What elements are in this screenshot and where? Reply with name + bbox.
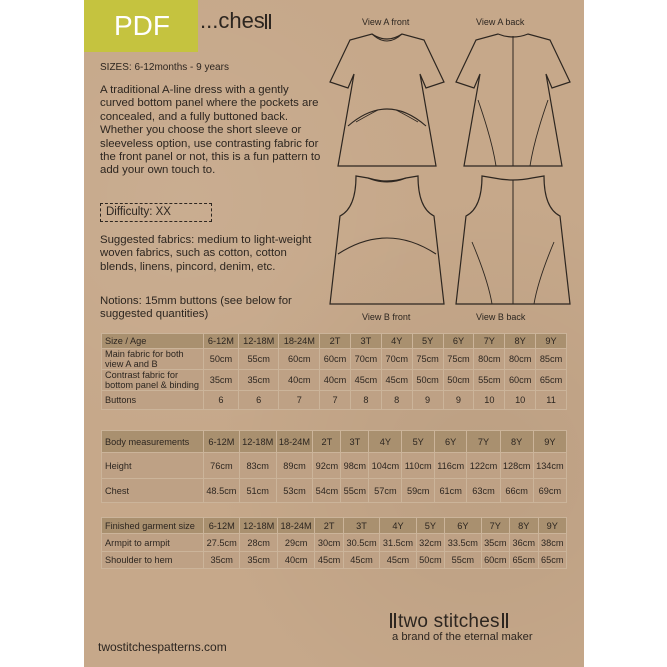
sizes-text: SIZES: 6-12months - 9 years <box>100 62 229 73</box>
website-link[interactable]: twostitchespatterns.com <box>98 640 227 654</box>
table-cell: 3T <box>343 518 379 534</box>
table-cell: 116cm <box>434 453 466 479</box>
table-cell: 83cm <box>239 453 276 479</box>
table-cell: 60cm <box>505 370 536 391</box>
table-cell: 35cm <box>204 370 239 391</box>
table-cell: 40cm <box>277 552 314 569</box>
table-cell: 6-12M <box>204 334 239 349</box>
table-cell: 63cm <box>467 479 500 503</box>
difficulty-box: Difficulty: XX <box>100 203 212 222</box>
row-label-cell: Buttons <box>102 391 204 410</box>
table-cell: 6 <box>238 391 279 410</box>
table-row <box>102 349 567 370</box>
brand-bar-icon <box>390 613 392 628</box>
table-cell: 50cm <box>412 370 443 391</box>
table-cell: 122cm <box>467 453 500 479</box>
table-cell: 18-24M <box>276 431 313 453</box>
table-cell: 55cm <box>474 370 505 391</box>
table-header-row <box>102 431 567 453</box>
table-cell: 55cm <box>445 552 481 569</box>
table-row <box>102 479 567 503</box>
row-label-cell: Finished garment size <box>102 518 204 534</box>
brand-name: two stitches <box>398 611 500 632</box>
table-row <box>102 370 567 391</box>
table-cell: 54cm <box>313 479 341 503</box>
table-cell: 70cm <box>350 349 381 370</box>
table-cell: 5Y <box>412 334 443 349</box>
table-cell: 4Y <box>381 334 412 349</box>
table-cell: 30.5cm <box>343 534 379 552</box>
table-cell: 32cm <box>416 534 444 552</box>
suggested-fabrics-text: Suggested fabrics: medium to light-weight woven fabrics, such as cotton, cotton blends, linens, pincord, denim, etc. <box>100 234 312 273</box>
brand-logo <box>390 611 510 633</box>
table-cell: 28cm <box>240 534 277 552</box>
table-cell: 35cm <box>240 552 277 569</box>
table-cell: 75cm <box>412 349 443 370</box>
table-cell: 7Y <box>474 334 505 349</box>
table-cell: 110cm <box>402 453 434 479</box>
table-cell: 7 <box>279 391 320 410</box>
row-label-cell: Body measurements <box>102 431 204 453</box>
table-cell: 6-12M <box>204 431 240 453</box>
table-cell: 76cm <box>204 453 240 479</box>
table-cell: 134cm <box>533 453 566 479</box>
view-a-back-label: View A back <box>476 17 525 27</box>
table-cell: 8Y <box>500 431 533 453</box>
view-b-back-drawing <box>452 172 574 307</box>
table-cell: 5Y <box>402 431 434 453</box>
table-cell: 6 <box>204 391 239 410</box>
table-cell: 12-18M <box>238 334 279 349</box>
brand-tagline: a brand of the eternal maker <box>392 631 533 643</box>
table-cell: 35cm <box>481 534 509 552</box>
table-row <box>102 391 567 410</box>
table-cell: 2T <box>315 518 343 534</box>
table-cell: 50cm <box>204 349 239 370</box>
brand-bar-icon <box>502 613 504 628</box>
body-measurements-table <box>101 430 567 503</box>
table-cell: 45cm <box>315 552 343 569</box>
table-cell: 3T <box>341 431 369 453</box>
table-cell: 55cm <box>341 479 369 503</box>
table-cell: 9 <box>412 391 443 410</box>
table-row <box>102 534 567 552</box>
brand-bar-icon <box>394 613 396 628</box>
table-cell: 6Y <box>443 334 474 349</box>
brand-bar-icon <box>269 14 271 29</box>
table-cell: 45cm <box>350 370 381 391</box>
table-cell: 3T <box>350 334 381 349</box>
table-cell: 18-24M <box>279 334 320 349</box>
row-label-cell: Size / Age <box>102 334 204 349</box>
table-cell: 8Y <box>505 334 536 349</box>
table-cell: 70cm <box>381 349 412 370</box>
table-cell: 10 <box>474 391 505 410</box>
table-cell: 40cm <box>320 370 351 391</box>
table-cell: 8Y <box>510 518 538 534</box>
table-cell: 50cm <box>416 552 444 569</box>
row-label-cell: Shoulder to hem <box>102 552 204 569</box>
table-cell: 35cm <box>204 552 240 569</box>
table-cell: 40cm <box>279 370 320 391</box>
fabric-requirements-table <box>101 333 567 410</box>
notions-text: Notions: 15mm buttons (see below for suggested quantities) <box>100 295 292 321</box>
table-cell: 89cm <box>276 453 313 479</box>
table-cell: 53cm <box>276 479 313 503</box>
table-cell: 8 <box>350 391 381 410</box>
pdf-badge[interactable]: PDF <box>84 0 198 52</box>
table-cell: 55cm <box>238 349 279 370</box>
table-cell: 30cm <box>315 534 343 552</box>
table-cell: 65cm <box>510 552 538 569</box>
table-cell: 4Y <box>380 518 416 534</box>
table-cell: 9Y <box>538 518 567 534</box>
table-cell: 10 <box>505 391 536 410</box>
table-cell: 7Y <box>481 518 509 534</box>
table-cell: 61cm <box>434 479 466 503</box>
table-cell: 65cm <box>538 552 567 569</box>
table-cell: 60cm <box>320 349 351 370</box>
table-cell: 8 <box>381 391 412 410</box>
table-cell: 36cm <box>510 534 538 552</box>
table-cell: 60cm <box>481 552 509 569</box>
brand-title-text: ...ches <box>200 8 265 33</box>
table-cell: 31.5cm <box>380 534 416 552</box>
table-cell: 92cm <box>313 453 341 479</box>
brand-title-top <box>200 8 273 34</box>
finished-garment-table <box>101 517 567 569</box>
table-cell: 9 <box>443 391 474 410</box>
table-row <box>102 453 567 479</box>
table-header-row <box>102 518 567 534</box>
row-label-cell: Height <box>102 453 204 479</box>
table-cell: 6Y <box>434 431 466 453</box>
table-cell: 85cm <box>536 349 567 370</box>
table-cell: 60cm <box>279 349 320 370</box>
table-cell: 2T <box>320 334 351 349</box>
table-cell: 12-18M <box>239 431 276 453</box>
table-cell: 69cm <box>533 479 566 503</box>
view-a-back-drawing <box>452 30 574 170</box>
table-cell: 29cm <box>277 534 314 552</box>
table-cell: 4Y <box>369 431 402 453</box>
row-label-cell: Armpit to armpit <box>102 534 204 552</box>
table-cell: 51cm <box>239 479 276 503</box>
table-cell: 48.5cm <box>204 479 240 503</box>
table-cell: 66cm <box>500 479 533 503</box>
table-cell: 59cm <box>402 479 434 503</box>
table-cell: 6Y <box>445 518 481 534</box>
row-label-cell: Chest <box>102 479 204 503</box>
view-a-front-drawing <box>326 30 448 170</box>
view-b-back-label: View B back <box>476 312 526 322</box>
table-cell: 35cm <box>238 370 279 391</box>
table-cell: 45cm <box>380 552 416 569</box>
row-label-cell: Contrast fabric for bottom panel & binding <box>102 370 204 391</box>
table-cell: 45cm <box>343 552 379 569</box>
description-text: A traditional A-line dress with a gently curved bottom panel where the pockets are concealed, and a fully buttoned back. Whether you choose the short sleeve or sleeveless option, use contrasting fabric for the front panel or not, this is a fun pattern to add your own touch to. <box>100 84 321 177</box>
table-header-row <box>102 334 567 349</box>
table-cell: 80cm <box>474 349 505 370</box>
table-cell: 7Y <box>467 431 500 453</box>
table-cell: 75cm <box>443 349 474 370</box>
table-cell: 38cm <box>538 534 567 552</box>
brand-bar-icon <box>506 613 508 628</box>
table-row <box>102 552 567 569</box>
view-b-front-label: View B front <box>362 312 411 322</box>
table-cell: 104cm <box>369 453 402 479</box>
brand-bar-icon <box>265 14 267 29</box>
table-cell: 6-12M <box>204 518 240 534</box>
table-cell: 128cm <box>500 453 533 479</box>
table-cell: 80cm <box>505 349 536 370</box>
table-cell: 98cm <box>341 453 369 479</box>
table-cell: 9Y <box>533 431 566 453</box>
table-cell: 65cm <box>536 370 567 391</box>
view-b-front-drawing <box>326 172 448 307</box>
table-cell: 2T <box>313 431 341 453</box>
view-a-front-label: View A front <box>362 17 410 27</box>
table-cell: 18-24M <box>277 518 314 534</box>
table-cell: 33.5cm <box>445 534 481 552</box>
table-cell: 7 <box>320 391 351 410</box>
table-cell: 9Y <box>536 334 567 349</box>
table-cell: 50cm <box>443 370 474 391</box>
table-cell: 11 <box>536 391 567 410</box>
row-label-cell: Main fabric for both view A and B <box>102 349 204 370</box>
table-cell: 12-18M <box>240 518 277 534</box>
table-cell: 27.5cm <box>204 534 240 552</box>
table-cell: 45cm <box>381 370 412 391</box>
table-cell: 5Y <box>416 518 444 534</box>
table-cell: 57cm <box>369 479 402 503</box>
